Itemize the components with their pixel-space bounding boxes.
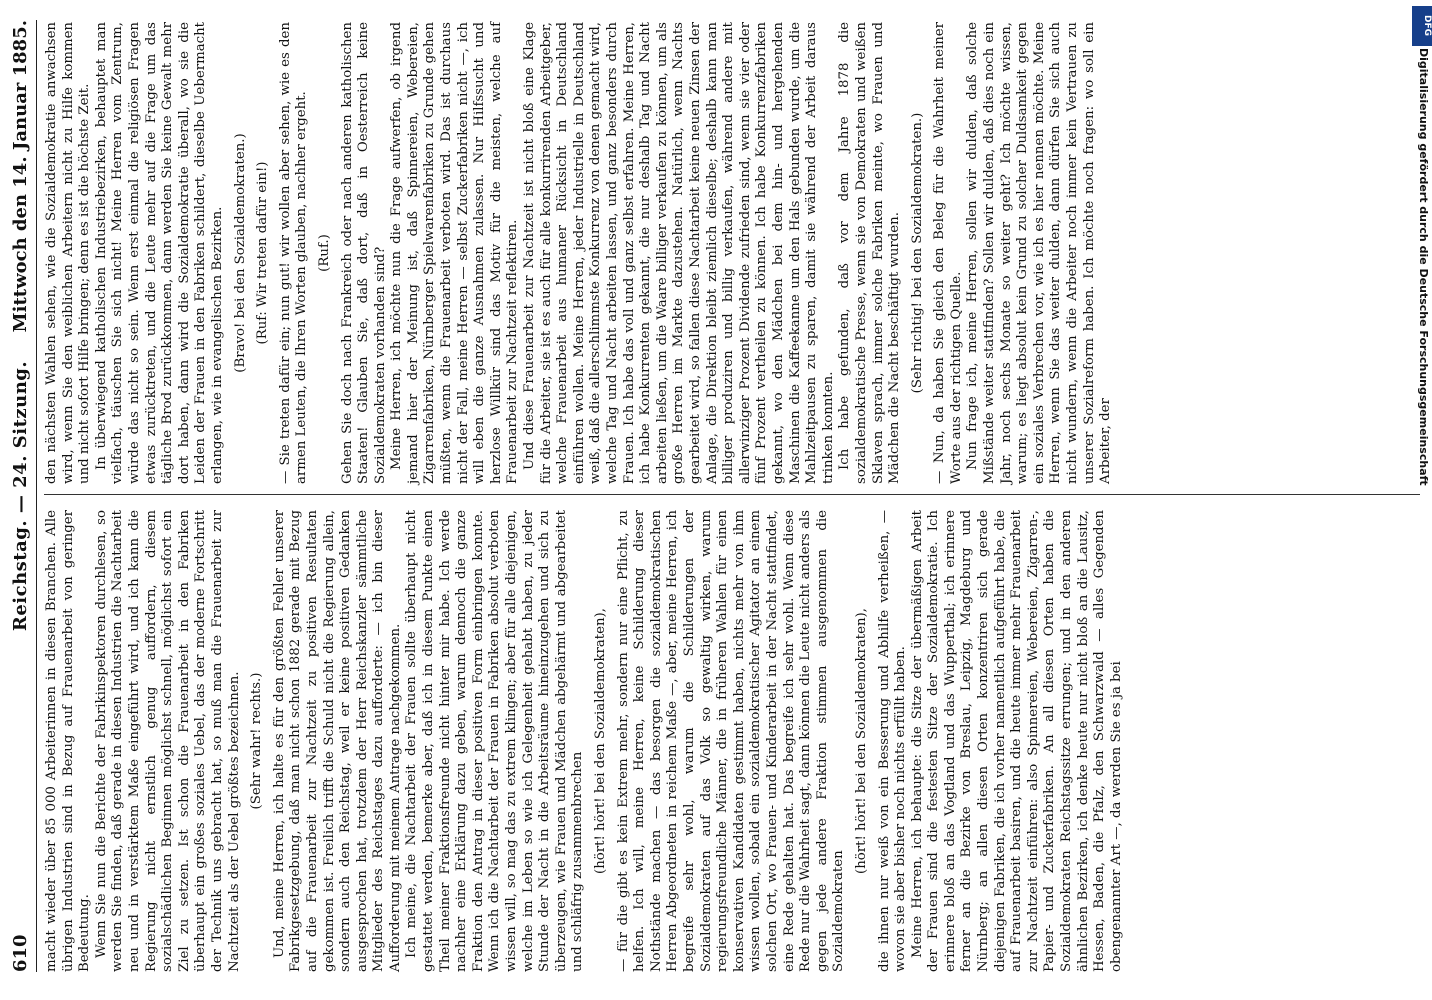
page-number: 610 xyxy=(10,934,31,972)
paragraph: macht wieder über 85 000 Arbeiterinnen in diesen Branchen. Alle übrigen Industrien sind in Bezug auf Frauenarbeit von geringer Bedeutung. xyxy=(44,510,93,972)
paragraph: Ich habe gefunden, daß vor dem Jahre 1878 die sozialdemokratische Presse, wenn sie von Demokraten und weißen Sklaven sprach, immer solche Fabriken meinte, wo Frauen und Mädchen die Nacht beschäftigt wurden. xyxy=(837,22,903,484)
paragraph: — für die gibt es kein Extrem mehr, sondern nur eine Pflicht, zu helfen. Ich will, meine Herren, keine Schilderung dieser Nothstände machen — das besorgen die sozialdemokratischen Herren Abgeordneten in reichem Maße —, aber, meine Herren, ich begreife sehr wohl, warum die Schilderungen der Sozialdemokraten auf das Volk so gewaltig wirken, warum regierungsfreundliche Männer, die in früheren Wahlen für einen konservativen Kandidaten gestimmt haben, nichts mehr von ihm wissen wollen, sobald ein sozialdemokratischer Agitator an einem solchen Ort, wo Frauen- und Kinderarbeit in der Nacht stattfindet, eine Rede gehalten hat. Das begreife ich sehr wohl. Wenn diese Rede nur die Wahrheit sagt, dann können die Leute nicht anders als gegen jede andere Fraktion stimmen ausgenommen die Sozialdemokraten xyxy=(615,510,847,972)
paragraph: Meine Herren, ich möchte nun die Frage aufwerfen, ob irgend jemand hier der Meinung ist, daß Spinnereien, Webereien, Zigarrenfabriken, Nürnberger Spielwarenfabriken zu Grunde gehen müßten, wenn die Frauenarbeit verboten wird. Das ist durchaus nicht der Fall, meine Herren — selbst Zuckerfabriken nicht —, ich will eben die ganze Ausnahmen zulassen. Nur Hilfssucht und herzlose Willkür sind das Motiv für die meisten, welche auf Frauenarbeit zur Nachtzeit reflektiren. xyxy=(389,22,521,484)
paragraph: Nun frage ich, meine Herren, sollen wir dulden, daß solche Mißstände weiter stattfinden? Sollen wir dulden, daß dies noch ein Jahr, noch sechs Monate so weiter geht? Ich möchte wissen, warum; es liegt absolut kein Grund zu solcher Duldsamkeit gegen ein soziales Verbrechen vor, wie ich es hier nennen möchte. Meine Herren, wenn Sie das weiter dulden, dann dürfen Sie sich auch nicht wundern, wenn die Arbeiter noch immer kein Vertrauen zu unserer Sozialreform haben. Ich möchte noch fragen: wo soll ein Arbeiter, der xyxy=(965,22,1114,484)
paragraph: Und diese Frauenarbeit zur Nachtzeit ist nicht bloß eine Klage für die Arbeiter, sie ist es auch für alle konkurrirenden Arbeitgeber, welche Frauenarbeit aus humaner Rücksicht in Deutschland einführen wollen. Meine Herren, jeder Industrielle in Deutschland weiß, daß die allerschlimmste Konkurrenz von denen gemacht wird, welche Tag und Nacht arbeiten lassen, und ganz besonders durch Frauen. Ich habe das voll und ganz selbst erfahren. Meine Herren, ich habe Konkurrenten gekannt, die nur deshalb Tag und Nacht arbeiten ließen, um die Waare billiger verkaufen zu können, um als große Herren im Markte dazustehen. Natürlich, wenn Nachts gearbeitet wird, so fallen diese Nachtarbeit keine neuen Zinsen der Anlage, die Direktion bleibt ziemlich dieselbe; deshalb kann man billiger produziren und billig verkaufen, während andere mit allerwinziger Prozent Dividende zufrieden sind, wenn sie vier oder fünf Prozent vertheilen zu können. Ich habe Konkurrenzfabriken gekannt, wo den Mädchen bei dem hin- und hergehenden Maschinen die Kaffeekanne um den Hals gebunden wurde, um die Mahlzeitpausen zu sparen, damit sie während der Arbeit daraus trinken konnten. xyxy=(522,22,836,484)
paragraph: die ihnen nur weiß von ein Besserung und Abhilfe verheißen, — wovon sie aber bisher noch nichts erfüllt haben. xyxy=(876,510,909,972)
interjection: (Ruf: Wir treten dafür ein!) xyxy=(255,161,271,345)
interjection: (Sehr richtig! bei den Sozialdemokraten.) xyxy=(909,112,925,394)
interjection: (hört! hört! bei den Sozialdemokraten), xyxy=(853,608,869,874)
paragraph: Meine Herren, ich behaupte: die Sitze der übermäßigen Arbeit der Frauen sind die festesten Sitze der Sozialdemokratie. Ich erinnere bloß an das Vogtland und das Wupperthal; ich erinnere ferner an die Bezirke von Breslau, Leipzig, Magdeburg und Nürnberg; an allen diesen Orten konzentriren sich gerade diejenigen Fabriken, die ich vorher namentlich aufgeführt habe, die auf Frauenarbeit basiren, und die heute immer mehr Frauenarbeit zur Nachtzeit einführen: also Spinnereien, Webereien, Zigarren-, Papier- und Zuckerfabriken. An all diesen Orten haben die Sozialdemokraten Reichstagssitze errungen; und in den anderen ähnlichen Bezirken, ich denke heute nur nicht bloß an die Lausitz, Hessen, Baden, die Pfalz, den Schwarzwald — alles Gegenden obengenannter Art —, da werden Sie es ja bei xyxy=(909,510,1124,972)
session-title: Reichstag. — 24. Sitzung. xyxy=(10,360,31,632)
paragraph: — Sie treten dafür ein; nun gut! wir wollen aber sehen, wie es den armen Leuten, die Ihren Worten glauben, nachher ergeht. xyxy=(277,22,310,484)
paragraph: In überwiegend katholischen Industriebezirken, behauptet man vielfach, täuschen Sie sich nicht! Meine Herren vom Zentrum, würde das nicht so sein. Wenn erst einmal die religiösen Fragen etwas zurücktreten, und die Leute mehr auf die Frage um das tägliche Brod zurückkommen, dann werden Sie keine Gewalt mehr dort haben, dann wird die Sozialdemokratie überall, wo sie die Leiden der Frauen in den Fabriken schildert, dieselbe Uebermacht erlangen, wie in evangelischen Bezirken. xyxy=(93,22,225,484)
page-header xyxy=(6,20,37,972)
session-date: Mittwoch den 14. Januar 1885. xyxy=(10,20,31,333)
text-column-right xyxy=(44,22,1414,484)
paragraph: — Nun, da haben Sie gleich den Beleg für die Wahrheit meiner Worte aus der richtigen Quelle. xyxy=(932,22,964,484)
text-column-left xyxy=(44,510,1414,972)
paragraph: Gehen Sie doch nach Frankreich oder nach anderen katholischen Staaten! Glauben Sie, daß dort, daß in Oesterreich keine Sozialdemokraten vorhanden sind? xyxy=(339,22,388,484)
interjection: (Bravo! bei den Sozialdemokraten.) xyxy=(232,133,248,373)
digitization-credit: Digitalisierung gefördert durch die Deutsche Forschungsgemeinschaft xyxy=(1417,48,1430,486)
paragraph: Wenn Sie nun die Berichte der Fabrikinspektoren durchlesen, so werden Sie finden, daß gerade in diesen Industrien die Nachtarbeit neu und in verstärktem Maße eingeführt wird, und ich kann die Regierung nicht ernstlich genug auffordern, diesem sozialschädlichen Beginnen möglichst schnell, möglichst sofort ein Ziel zu setzen. Ist schon die Frauenarbeit in den Fabriken überhaupt ein großes soziales Uebel, das der moderne Fortschritt der Technik uns gebracht hat, so muß man die Frauenarbeit zur Nachtzeit als der Uebel größtes bezeichnen. xyxy=(93,510,242,972)
interjection: (Ruf.) xyxy=(316,234,332,272)
paragraph: den nächsten Wahlen sehen, wie die Sozialdemokratie anwachsen wird, wenn Sie den weiblichen Arbeitern nicht zu Hilfe kommen und nicht sofort Hilfe bringen; denn es ist die höchste Zeit. xyxy=(44,22,93,484)
column-divider xyxy=(44,494,1420,495)
interjection: (hört! hört! bei den Sozialdemokraten), xyxy=(593,608,608,874)
paragraph: Ich meine, die Nachtarbeit der Frauen sollte überhaupt nicht gestattet werden, bemerke aber, daß ich in diesem Punkte einen Theil meiner Fraktionsfreunde nicht hinter mir habe. Ich werde nachher eine Erklärung dazu geben, warum dennoch die ganze Fraktion den Antrag in dieser positiven Form einbringen konnte. Wenn ich die Nachtarbeit der Frauen in Fabriken absolut verboten wissen will, so mag das zu extrem klingen; aber für alle diejenigen, welche im Leben so wie ich Gelegenheit gehabt haben, zu jeder Stunde der Nacht in die Arbeitsräume hineinzugehen und sich zu überzeugen, wie Frauen und Mädchen abgehärmt und abgearbeitet und schläfrig zusammenbrechen xyxy=(404,510,586,972)
dfg-logo: DFG xyxy=(1412,6,1432,46)
paragraph: Und, meine Herren, ich halte es für den größten Fehler unserer Fabrikgesetzgebung, daß man nicht schon 1882 gerade mit Bezug auf die Frauenarbeit zur Nachtzeit zu positiven Resultaten gekommen ist. Freilich trifft die Schuld nicht die Regierung allein, sondern auch den Reichstag, weil er keine positiven Gedanken ausgesprochen hat, trotzdem der Herr Reichskanzler sämmtliche Mitglieder des Reichstages dazu aufforderte: — ich bin dieser Aufforderung mit meinem Antrage nachgekommen. xyxy=(271,510,403,972)
interjection: (Sehr wahr! rechts.) xyxy=(249,672,265,810)
